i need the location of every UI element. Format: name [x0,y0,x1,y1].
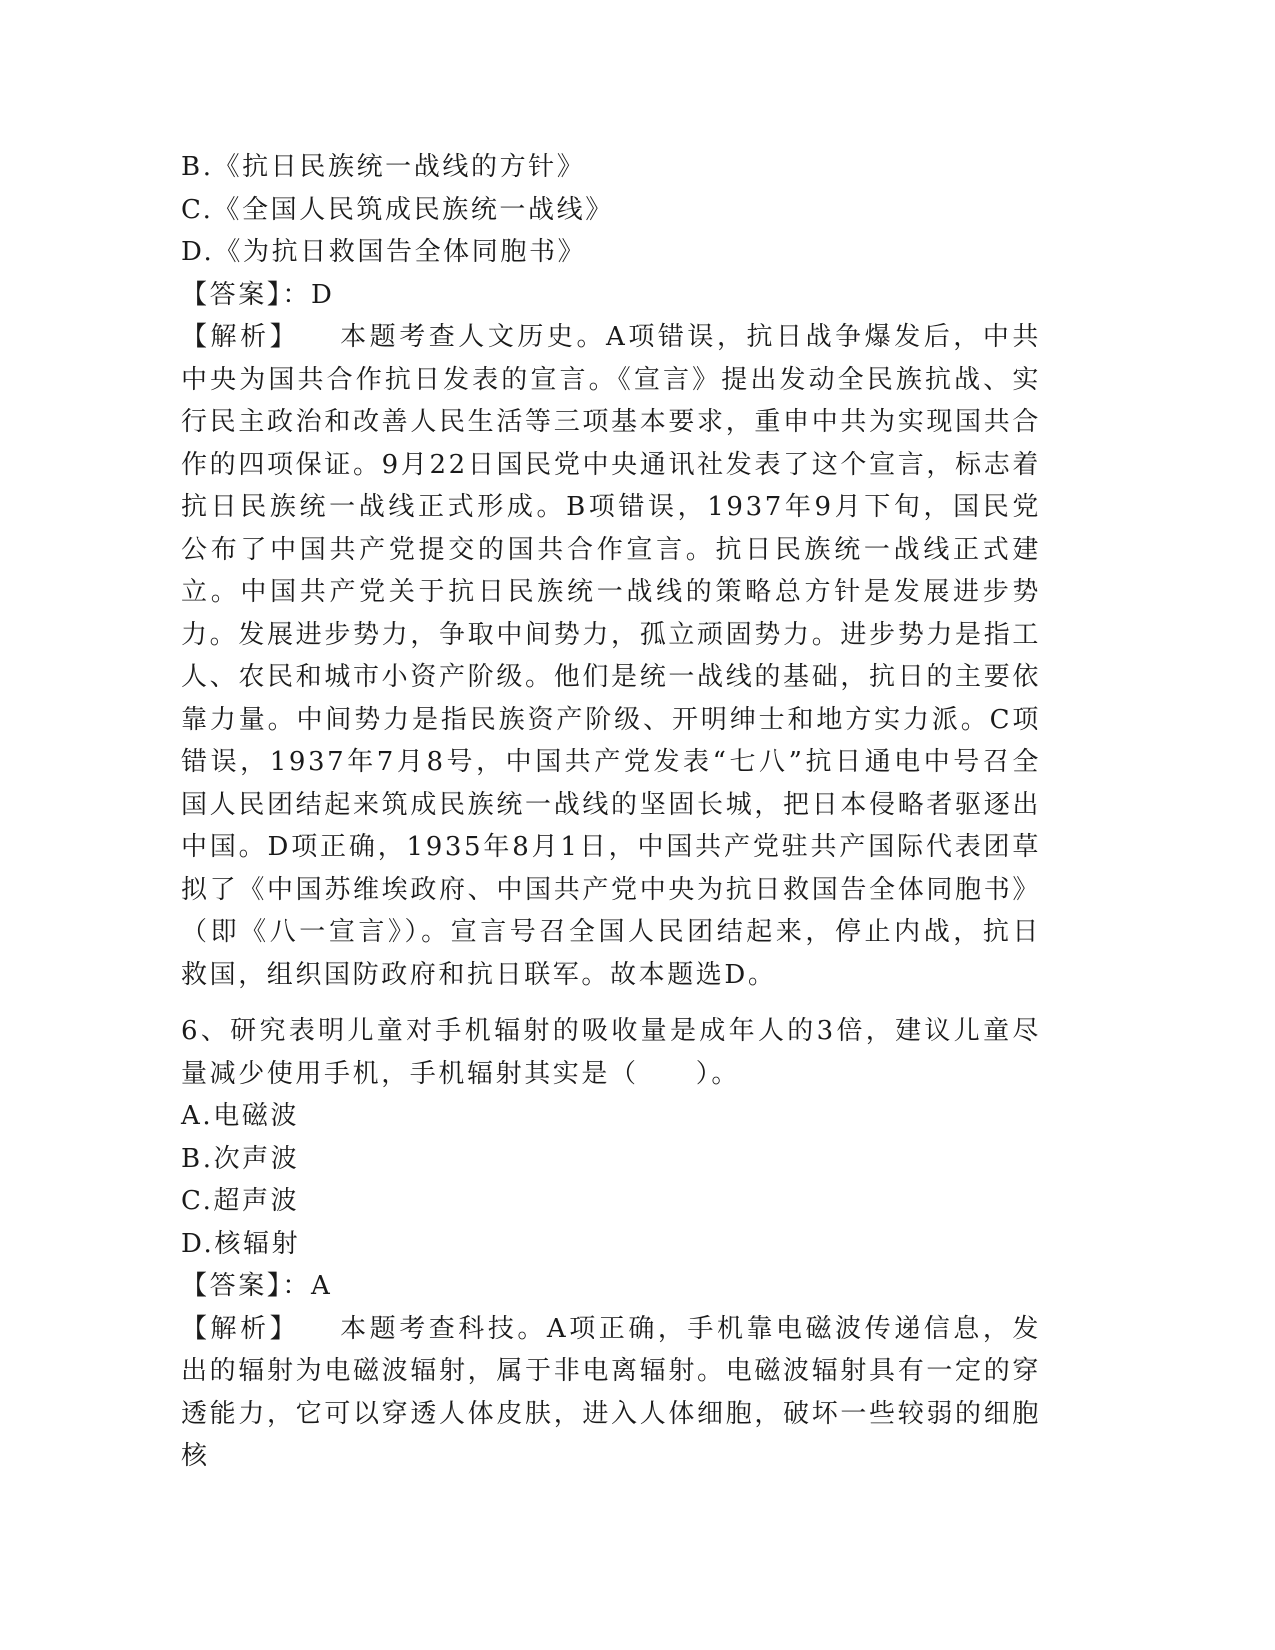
q6-option-d: D.核辐射 [181,1228,301,1259]
q5-answer [181,274,1041,317]
q6-option-c: C.超声波 [181,1186,300,1216]
q6-analysis [181,1308,1041,1478]
q5-option-d: D.《为抗日救国告全体同胞书》 [181,237,587,267]
q5-answer-label: 【答案】 [181,279,283,310]
q5-option-c: C.《全国人民筑成民族统一战线》 [181,194,614,225]
q6-option-a: A.电磁波 [181,1101,300,1131]
q6-answer-label: 【答案】 [181,1271,283,1301]
q6-answer-value: ：A [282,1271,333,1301]
q6-answer [181,1265,1041,1308]
q5-answer-value: ：D [282,279,335,310]
q6-question: 6、研究表明儿童对手机辐射的吸收量是成年人的3倍，建议儿童尽量减少使用手机，手机辐射其实是（ ）。 [181,1016,1041,1089]
q5-analysis-label: 【解析】 [181,322,300,352]
q6-analysis-label: 【解析】 [181,1313,300,1344]
q6-analysis-text: 本题考查科技。A项正确，手机靠电磁波传递信息，发出的辐射为电磁波辐射，属于非电离辐射。电磁波辐射具有一定的穿透能力，它可以穿透人体皮肤，进入人体细胞，破坏一些较弱的细胞核 [181,1313,1041,1471]
q5-analysis [181,316,1041,996]
q6-option-b: B.次声波 [181,1143,300,1174]
q5-option-b: B.《抗日民族统一战线的方针》 [181,152,586,182]
document-page [181,146,1041,1478]
q5-analysis-text: 本题考查人文历史。A项错误，抗日战争爆发后，中共中央为国共合作抗日发表的宣言。《宣言》提出发动全民族抗战、实行民主政治和改善人民生活等三项基本要求，重申中共为实现国共合作的四项保证。9月22日国民党中央通讯社发表了这个宣言，标志着抗日民族统一战线正式形成。B项错误，1937年9月下旬，国民党公布了中国共产党提交的国共合作宣言。抗日民族统一战线正式建立。中国共产党关于抗日民族统一战线的策略总方针是发展进步势力。发展进步势力，争取中间势力，孤立顽固势力。进步势力是指工人、农民和城市小资产阶级。他们是统一战线的基础，抗日的主要依靠力量。中间势力是指民族资产阶级、开明绅士和地方实力派。C项错误，1937年7月8号，中国共产党发表“七八”抗日通电中号召全国人民团结起来筑成民族统一战线的坚固长城，把日本侵略者驱逐出中国。D项正确，1935年8月1日，中国共产党驻共产国际代表团草拟了《中国苏维埃政府、中国共产党中央为抗日救国告全体同胞书》（即《八一宣言》）。宣言号召全国人民团结起来，停止内战，抗日救国，组织国防政府和抗日联军。故本题选D。 [181,322,1041,990]
